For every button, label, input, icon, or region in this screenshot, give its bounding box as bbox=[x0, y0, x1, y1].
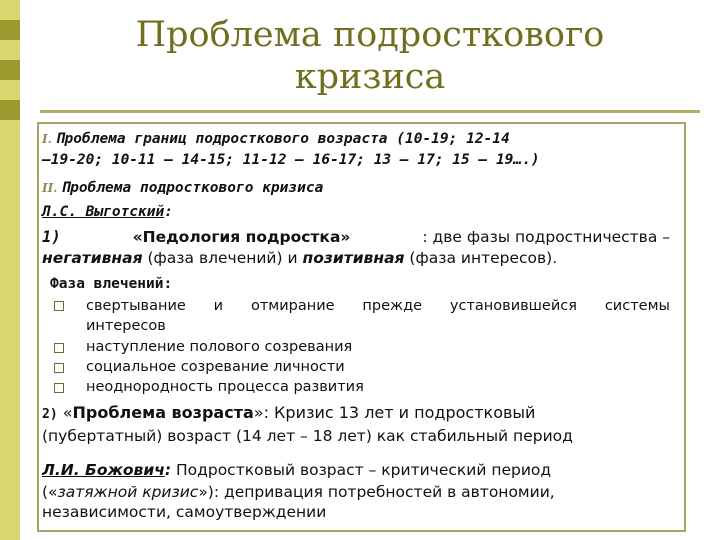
strip-square bbox=[0, 80, 20, 100]
strip-square bbox=[0, 60, 20, 80]
bozhovich-text-1: Подростковый возраст – критический период bbox=[171, 461, 552, 479]
vygotsky-name: Л.С. Выготский bbox=[42, 204, 165, 220]
checkbox-bullet-icon bbox=[54, 363, 64, 373]
bozhovich-line-3: независимости, самоутверждении bbox=[42, 503, 327, 521]
p2-rest: »: Кризис 13 лет и подростковый bbox=[253, 403, 536, 422]
title-divider bbox=[40, 110, 700, 113]
decorative-side-strip bbox=[0, 0, 20, 540]
strip-square bbox=[0, 40, 20, 60]
vygotsky-colon: : bbox=[164, 204, 173, 220]
roman-numeral-2: II. bbox=[42, 181, 58, 195]
bullet-1-line-1: свертывание и отмирание прежде установившейся системы bbox=[86, 298, 670, 314]
checkbox-bullet-icon bbox=[54, 343, 64, 353]
bozhovich-text-2: »): депривация потребностей в автономии, bbox=[198, 483, 555, 501]
phase-label: Фаза влечений: bbox=[50, 276, 173, 292]
p2-number: 2) bbox=[42, 407, 58, 422]
negative-phase: негативная bbox=[42, 249, 143, 267]
vygotsky-p2-line-2: (пубертатный) возраст (14 лет – 18 лет) как стабильный период bbox=[42, 427, 573, 445]
p1-number: 1) bbox=[42, 228, 61, 246]
bozhovich-open-quote: (« bbox=[42, 483, 58, 501]
p1-rest: : две фазы подростничества – bbox=[422, 228, 670, 246]
bullet-3: социальное созревание личности bbox=[86, 359, 345, 375]
strip-square bbox=[0, 0, 20, 20]
item-2-line bbox=[42, 178, 323, 198]
vygotsky-p2-line-1 bbox=[42, 403, 535, 425]
p2-title: Проблема возраста bbox=[72, 403, 254, 422]
bozhovich-name: Л.И. Божович bbox=[42, 461, 165, 479]
bozhovich-line-1 bbox=[42, 460, 551, 480]
item-2-text: Проблема подросткового кризиса bbox=[61, 180, 324, 196]
vygotsky-heading bbox=[42, 202, 173, 222]
strip-square bbox=[0, 100, 20, 120]
roman-numeral-1: I. bbox=[42, 132, 52, 146]
p1-title: «Педология подростка» bbox=[132, 228, 351, 246]
p2-open-quote: « bbox=[57, 403, 73, 422]
checkbox-bullet-icon bbox=[54, 301, 64, 311]
strip-bar bbox=[0, 140, 20, 540]
item-1-line-2: –19-20; 10-11 – 14-15; 11-12 – 16-17; 13 – 17; 15 – 19….) bbox=[42, 152, 540, 168]
page-title bbox=[60, 14, 680, 98]
item-1-text: Проблема границ подросткового возраста (10-19; 12-14 bbox=[55, 131, 510, 147]
prolonged-crisis-term: затяжной кризис bbox=[57, 483, 199, 501]
item-1-line-1 bbox=[42, 129, 510, 149]
negative-phase-desc: (фаза влечений) и bbox=[142, 249, 303, 267]
title-line-1: Проблема подросткового bbox=[135, 15, 605, 55]
positive-phase-desc: (фаза интересов). bbox=[404, 249, 558, 267]
vygotsky-p1-line-1 bbox=[42, 227, 670, 247]
positive-phase: позитивная bbox=[302, 249, 405, 267]
vygotsky-p1-line-2 bbox=[42, 248, 557, 268]
strip-square bbox=[0, 20, 20, 40]
checkbox-bullet-icon bbox=[54, 383, 64, 393]
strip-square bbox=[0, 120, 20, 140]
bozhovich-colon: : bbox=[164, 461, 172, 479]
bullet-4: неоднородность процесса развития bbox=[86, 379, 364, 395]
bullet-1-line-2: интересов bbox=[86, 318, 166, 334]
bozhovich-line-2 bbox=[42, 482, 555, 502]
bullet-2: наступление полового созревания bbox=[86, 339, 353, 355]
title-line-2: кризиса bbox=[294, 57, 446, 97]
